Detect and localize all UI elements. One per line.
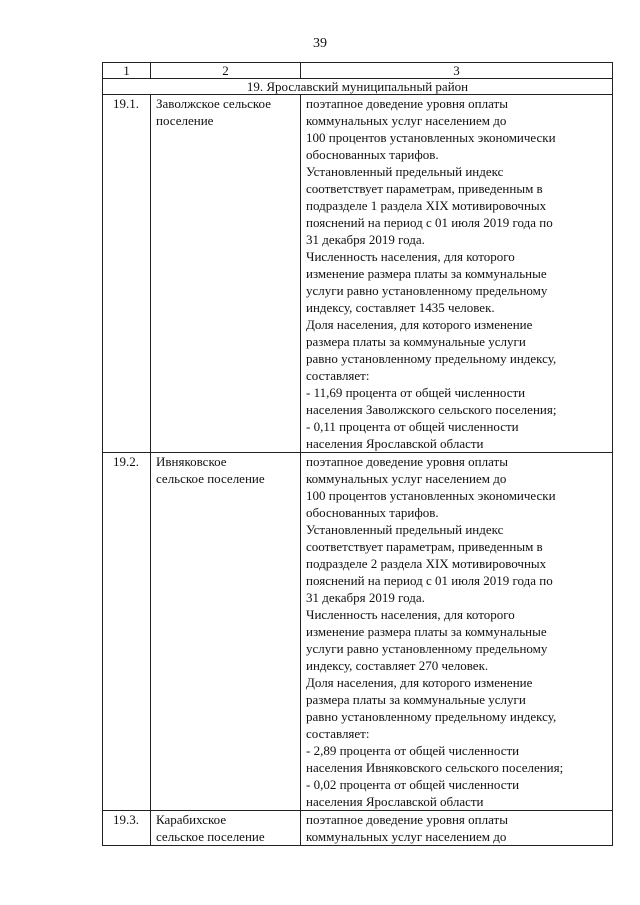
description-line: размера платы за коммунальные услуги [306,692,526,707]
column-number-1: 1 [103,63,151,79]
description-line: коммунальных услуг населением до [306,829,507,844]
description-line: населения Заволжского сельского поселения; [306,402,557,417]
description-line: коммунальных услуг населением до [306,113,507,128]
description-line: Установленный предельный индекс [306,522,504,537]
tariff-table [102,62,613,846]
column-number-2: 2 [151,63,301,79]
description-line: поэтапное доведение уровня оплаты [306,96,508,111]
description-line: подразделе 2 раздела XIX мотивировочных [306,556,547,571]
description-line: 31 декабря 2019 года. [306,232,425,247]
description-line: - 0,11 процента от общей численности [306,419,519,434]
column-number-3: 3 [301,63,613,79]
column-number-row [103,63,613,79]
description-line: пояснений на период с 01 июля 2019 года по [306,573,553,588]
settlement-name [151,95,301,453]
description-line: услуги равно установленному предельному [306,641,548,656]
settlement-name-line: Заволжское сельское [156,96,271,111]
description-line: 31 декабря 2019 года. [306,590,425,605]
table-row [103,453,613,811]
description-line: подразделе 1 раздела XIX мотивировочных [306,198,547,213]
settlement-name-line: сельское поселение [156,471,265,486]
table-body [103,63,613,846]
description-line: размера платы за коммунальные услуги [306,334,526,349]
description-line: - 11,69 процента от общей численности [306,385,526,400]
description-line: Установленный предельный индекс [306,164,504,179]
section-title: 19. Ярославский муниципальный район [103,79,613,95]
description-line: соответствует параметрам, приведенным в [306,181,543,196]
description-line: населения Ярославской области [306,436,484,451]
description-line: равно установленному предельному индексу, [306,709,557,724]
description-line: составляет: [306,726,370,741]
row-number: 19.1. [103,95,151,453]
description-line: пояснений на период с 01 июля 2019 года по [306,215,553,230]
description-line: - 0,02 процента от общей численности [306,777,520,792]
description-line: 100 процентов установленных экономически [306,488,556,503]
settlement-name-line: поселение [156,113,214,128]
description-line: индексу, составляет 270 человек. [306,658,489,673]
settlement-name-line: Ивняковское [156,454,227,469]
description-line: Доля населения, для которого изменение [306,675,533,690]
description-line: услуги равно установленному предельному [306,283,548,298]
description-cell [301,453,613,811]
description-line: Численность населения, для которого [306,249,515,264]
description-line: поэтапное доведение уровня оплаты [306,454,508,469]
description-line: 100 процентов установленных экономически [306,130,556,145]
section-header-row [103,79,613,95]
settlement-name [151,811,301,846]
row-number: 19.3. [103,811,151,846]
description-line: изменение размера платы за коммунальные [306,624,547,639]
table-row [103,811,613,846]
page-number: 39 [313,36,327,51]
description-line: Доля населения, для которого изменение [306,317,533,332]
description-line: Численность населения, для которого [306,607,515,622]
description-line: составляет: [306,368,370,383]
description-line: коммунальных услуг населением до [306,471,507,486]
row-number: 19.2. [103,453,151,811]
description-line: - 2,89 процента от общей численности [306,743,520,758]
description-cell [301,811,613,846]
description-line: индексу, составляет 1435 человек. [306,300,495,315]
description-line: изменение размера платы за коммунальные [306,266,547,281]
description-line: равно установленному предельному индексу, [306,351,557,366]
description-line: поэтапное доведение уровня оплаты [306,812,508,827]
description-cell [301,95,613,453]
settlement-name-line: сельское поселение [156,829,265,844]
description-line: обоснованных тарифов. [306,147,439,162]
table-row [103,95,613,453]
settlement-name [151,453,301,811]
description-line: населения Ивняковского сельского поселения; [306,760,564,775]
settlement-name-line: Карабихское [156,812,227,827]
description-line: соответствует параметрам, приведенным в [306,539,543,554]
description-line: населения Ярославской области [306,794,484,809]
description-line: обоснованных тарифов. [306,505,439,520]
